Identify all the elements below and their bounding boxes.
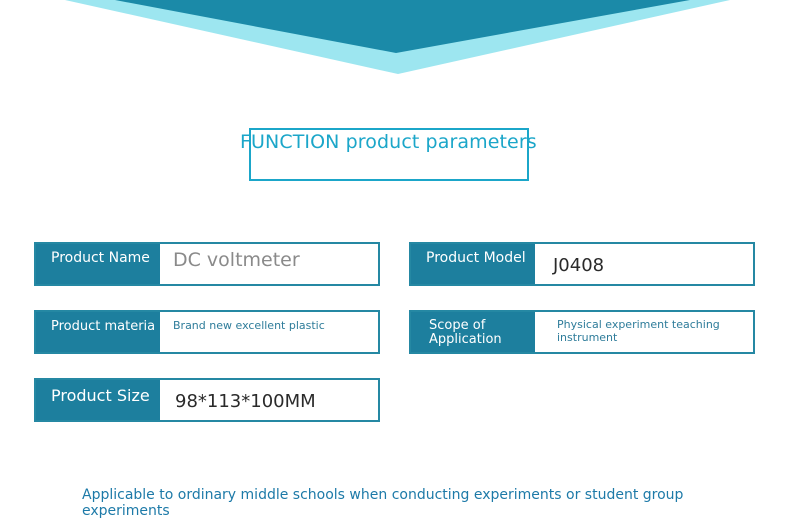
footer-note: Applicable to ordinary middle schools when conducting experiments or student group experiments	[82, 487, 684, 519]
param-label-line-1: Scope of	[429, 318, 486, 333]
page-title: FUNCTION product parameters	[240, 131, 537, 153]
param-value	[160, 380, 378, 420]
param-label	[36, 380, 160, 420]
param-value-text: Brand new excellent plastic	[173, 319, 325, 332]
param-label	[411, 312, 535, 352]
param-product-model	[409, 242, 755, 286]
param-scope-of-application	[409, 310, 755, 354]
param-product-material	[34, 310, 380, 354]
param-value-line-1: Physical experiment teaching	[557, 318, 720, 331]
param-label	[36, 312, 160, 352]
param-label-text: Product Model	[426, 250, 526, 266]
param-product-size	[34, 378, 380, 422]
param-label-text: Product Size	[51, 386, 150, 405]
param-label-text: Product Name	[51, 250, 150, 266]
param-value-text: 98*113*100MM	[175, 391, 316, 412]
param-value-text: J0408	[553, 255, 605, 276]
param-value-line-2: instrument	[557, 331, 618, 344]
param-label-text: Product materia	[51, 319, 156, 334]
param-label-line-2: Application	[429, 332, 502, 347]
header-banner	[0, 0, 790, 80]
param-value-text: DC voltmeter	[173, 249, 300, 271]
param-value	[535, 244, 753, 284]
param-value	[535, 312, 753, 352]
param-value	[160, 244, 378, 284]
param-label	[36, 244, 160, 284]
param-value	[160, 312, 378, 352]
param-product-name	[34, 242, 380, 286]
param-label	[411, 244, 535, 284]
